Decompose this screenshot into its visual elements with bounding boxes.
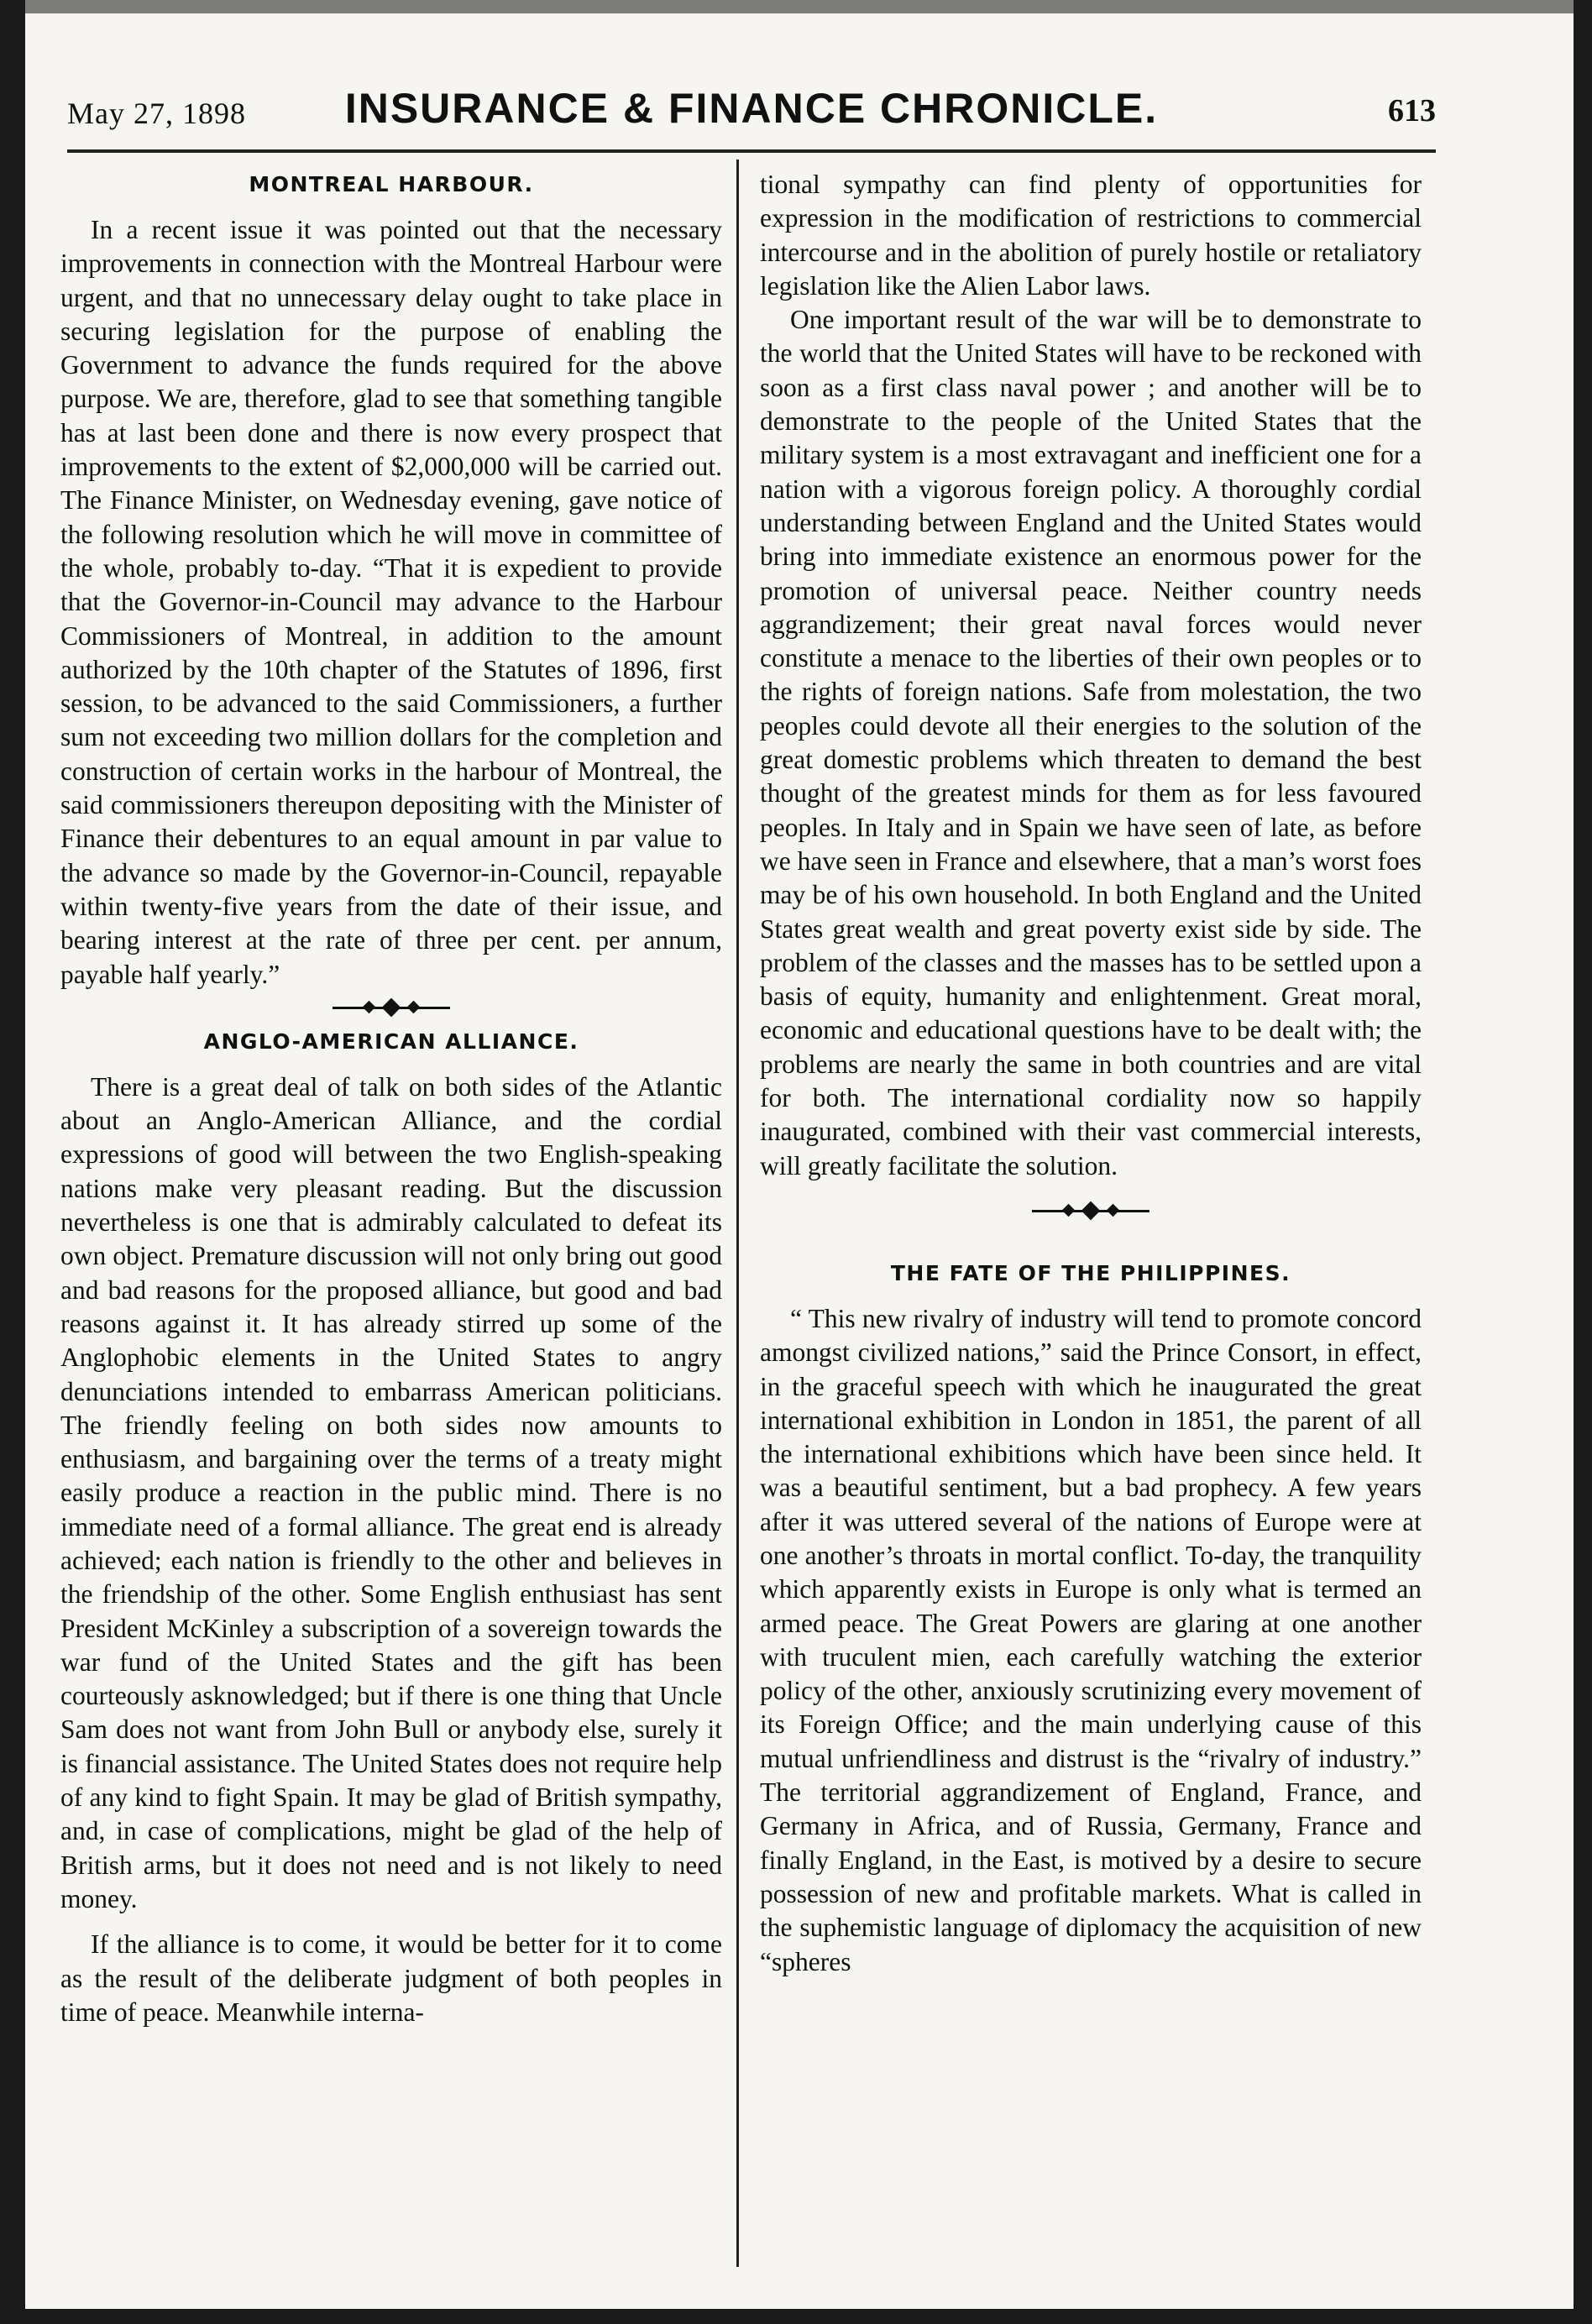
section-separator (60, 992, 722, 1025)
page-header (67, 84, 1436, 143)
right-column (760, 168, 1422, 1979)
scan-border-top (0, 0, 1592, 13)
anglo-american-paragraph-2: If the alliance is to come, it would be better for it to come as the result of the deliberate judgment of both peoples in time of peace. Meanwhile interna- (60, 1929, 722, 2027)
column-divider (736, 160, 739, 2267)
philippines-paragraph: “ This new rivalry of industry will tend to promote concord amongst civilized nations,” said the Prince Consort, in effect, in the graceful speech with which he inaugurated the great international exhibition in London in 1851, the parent of all the international exhibitions which have been since held. It was a beautiful sentiment, but a bad prophecy. A few years after it was uttered several of the nations of Europe were at one another’s throats in mortal conflict. To-day, the tranquility which apparently exists in Europe is only what is termed an armed peace. The Great Powers are glaring at one another with truculent mien, each carefully watching the exterior policy of the other, anxiously scrutinizing every movement of its Foreign Office; and the main underlying cause of this mutual unfriendliness and distrust is the “rivalry of industry.” The territorial aggrandizement of England, France, and Germany in Africa, and of Russia, Germany, France and finally England, in the East, is motived by a desire to secure possession of new and profitable markets. What is called in the suphemistic language of diplomacy the acquisition of new “spheres (760, 1303, 1422, 1976)
issue-date: May 27, 1898 (67, 97, 246, 130)
anglo-american-heading: ANGLO-AMERICAN ALLIANCE. (203, 1029, 579, 1054)
header-rule (67, 149, 1436, 153)
montreal-harbour-paragraph: In a recent issue it was pointed out that the necessary improvements in connection with the Montreal Harbour were urgent, and that no unnecessary delay ought to take place in securing legislation for the purpose of enabling the Government to advance the funds required for the above purpose. We are, therefore, glad to see that something tangible has at last been done and there is now every prospect that improvements to the extent of $2,000,000 will be carried out. The Finance Minister, on Wednesday evening, gave notice of the following resolution which he will move in committee of the whole, probably to-day. “That it is expedient to provide that the Governor-in-Council may advance to the Harbour Commissioners of Montreal, in addition to the amount authorized by the 10th chapter of the Statutes of 1896, first session, to be advanced to the said Commissioners, a further sum not exceeding two million dollars for the completion and construction of certain works in the harbour of Montreal, the said commissioners thereupon depositing with the Minister of Finance their debentures to an equal amount in par value to the advance so made by the Governor-in-Council, repayable within twenty-five years from the date of their issue, and bearing interest at the rate of three per cent. per annum, payable half yearly.” (60, 215, 722, 989)
section-separator (760, 1195, 1422, 1228)
anglo-american-paragraph-1: There is a great deal of talk on both sides of the Atlantic about an Anglo-American Alliance, and the cordial expressions of good will between the two English-speaking nations make very pleasant reading. But the discussion nevertheless is one that is admirably calculated to defeat its own object. Premature discussion will not only bring out good and bad reasons for the proposed alliance, but good and bad reasons against it. It has already stirred up some of the Anglophobic elements in the United States to angry denunciations intended to embarrass American politicians. The friendly feeling on both sides now amounts to enthusiasm, and bargaining over the terms of a treaty might easily produce a reaction in the public mind. There is no immediate need of a formal alliance. The great end is already achieved; each nation is friendly to the other and believes in the friendship of the other. Some English enthusiast has sent President McKinley a subscription of a sovereign towards the war fund of the United States and the gift has been courteously asknowledged; but if there is one thing that Uncle Sam does not want from John Bull or anybody else, surely it is financial assistance. The United States does not require help of any kind to fight Spain. It may be glad of British sympathy, and, in case of complications, might be glad of the help of British arms, but it does not need and is not likely to need money. (60, 1071, 722, 1913)
anglo-american-paragraph-3: One important result of the war will be to demonstrate to the world that the United States will have to be reckoned with soon as a first class naval power ; and another will be to demonstrate to the people of the United States that the military system is a most extravagant and inefficient one for a nation with a vigorous foreign policy. A thoroughly cordial understanding between England and the United States would bring into immediate existence an enormous power for the promotion of universal peace. Neither country needs aggrandizement; their great naval forces would never constitute a menace to the liberties of their own peoples or to the rights of foreign nations. Safe from molestation, the two peoples could devote all their energies to the solution of the great domestic problems which threaten to demand the best thought of the greatest minds for them as for less favoured peoples. In Italy and in Spain we have seen of late, as before we have seen in France and elsewhere, that a man’s worst foes may be of his own household. In both England and the United States great wealth and great poverty exist side by side. The problem of the classes and the masses has to be settled upon a basis of equity, humanity and enlightenment. Great moral, economic and educational questions have to be dealt with; the problems are nearly the same in both countries and are vital for both. The international cordiality now so happily inaugurated, combined with their vast commercial interests, will greatly facilitate the solution. (760, 305, 1422, 1180)
scan-border-right (1574, 0, 1592, 2324)
montreal-harbour-heading: MONTREAL HARBOUR. (249, 172, 534, 196)
scan-border-bottom (0, 2309, 1592, 2324)
page-number: 613 (1388, 93, 1436, 128)
anglo-american-continuation: tional sympathy can find plenty of opportunities for expression in the modification of restrictions to commercial intercourse and in the abolition of purely hostile or retaliatory legislation like the Alien Labor laws. (760, 170, 1422, 301)
left-column (60, 168, 722, 2029)
scan-border-left (0, 0, 25, 2324)
publication-title: INSURANCE & FINANCE CHRONICLE. (344, 85, 1159, 132)
philippines-heading: THE FATE OF THE PHILIPPINES. (890, 1260, 1291, 1285)
